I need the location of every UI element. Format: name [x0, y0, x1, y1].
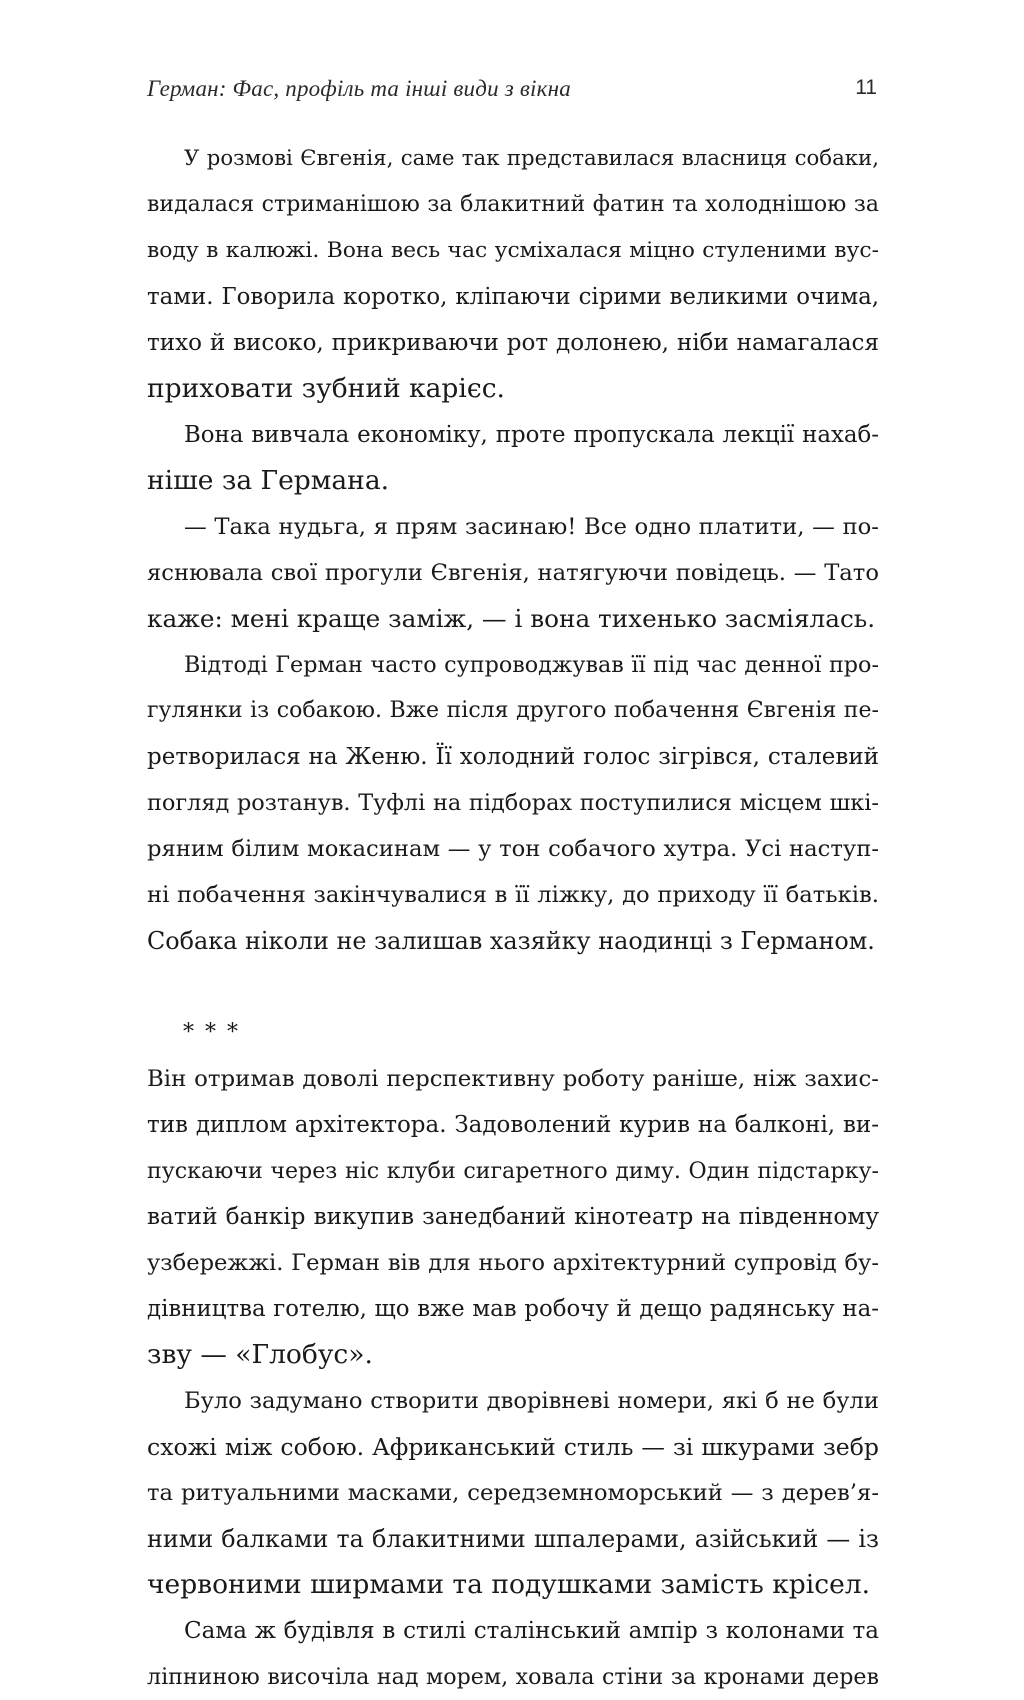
text-line: ними балками та блакитними шпалерами, азійський — із: [147, 1525, 879, 1553]
text-line: ні побачення закінчувалися в її ліжку, до приходу її батьків.: [147, 882, 879, 908]
text-line: ватий банкір викупив занедбаний кінотеатр на південному: [147, 1203, 879, 1230]
text-line: Він отримав доволі перспективну роботу раніше, ніж захис-: [147, 1066, 879, 1092]
text-line: видалася стриманішою за блакитний фатин та холоднішою за: [147, 192, 879, 217]
text-line: пускаючи через ніс клуби сигаретного диму. Один підстарку-: [147, 1158, 879, 1184]
text-line: погляд розтанув. Туфлі на підборах поступилися місцем шкі-: [147, 790, 879, 816]
text-line: ретворилася на Женю. Її холодний голос зігрівся, сталевий: [147, 744, 879, 770]
text-line: та ритуальними масками, середземноморський — з дерев’я-: [147, 1480, 879, 1506]
section-break: * * *: [183, 1020, 240, 1045]
text-line: ліпниною височіла над морем, ховала стіни за кронами дерев: [147, 1664, 879, 1690]
blank-line: [147, 964, 879, 1010]
text-line: Сама ж будівля в стилі сталінський ампір з колонами та: [184, 1618, 879, 1644]
text-line: гулянки із собакою. Вже після другого побачення Євгенія пе-: [147, 698, 879, 723]
text-line: Собака ніколи не залишав хазяйку наодинці з Германом.: [147, 927, 875, 955]
text-line: ряним білим мокасинам — у тон собачого хутра. Усі наступ-: [147, 836, 879, 862]
text-line: Відтоді Герман часто супроводжував її під час денної про-: [184, 652, 879, 678]
text-line: схожі між собою. Африканський стиль — зі шкурами зебр: [147, 1433, 879, 1461]
text-line: каже: мені краще заміж, — і вона тихенько засміялась.: [147, 604, 876, 633]
text-line: Було задумано створити дворівневі номери, які б не були: [184, 1388, 879, 1414]
text-line: ніше за Германа.: [147, 465, 390, 496]
text-line: зву — «Глобус».: [147, 1339, 373, 1370]
text-body: [147, 136, 879, 1700]
text-line: У розмові Євгенія, саме так представилася власниця собаки,: [184, 146, 879, 171]
text-line: дівництва готелю, що вже мав робочу й дещо радянську на-: [147, 1296, 879, 1322]
text-line: яснювала свої прогули Євгенія, натягуючи повідець. — Тато: [147, 560, 879, 586]
text-line: тив диплом архітектора. Задоволений курив на балконі, ви-: [147, 1112, 879, 1138]
text-line: воду в калюжі. Вона весь час усміхалася міцно стуленими вус-: [147, 238, 879, 263]
text-line: приховати зубний карієс.: [147, 373, 505, 404]
page-number: 11: [855, 76, 877, 99]
text-line: узбережжі. Герман вів для нього архітектурний супровід бу-: [147, 1250, 879, 1276]
text-line: Вона вивчала економіку, проте пропускала лекції нахаб-: [184, 422, 879, 448]
text-line: — Така нудьга, я прям засинаю! Все одно платити, — по-: [184, 514, 879, 540]
running-head-title: Герман: Фас, профіль та інші види з вікна: [147, 76, 571, 101]
text-line: тами. Говорила коротко, кліпаючи сірими великими очима,: [147, 284, 879, 310]
text-line: червоними ширмами та подушками замість крісел.: [147, 1569, 871, 1600]
text-line: тихо й високо, прикриваючи рот долонею, ніби намагалася: [147, 330, 879, 356]
